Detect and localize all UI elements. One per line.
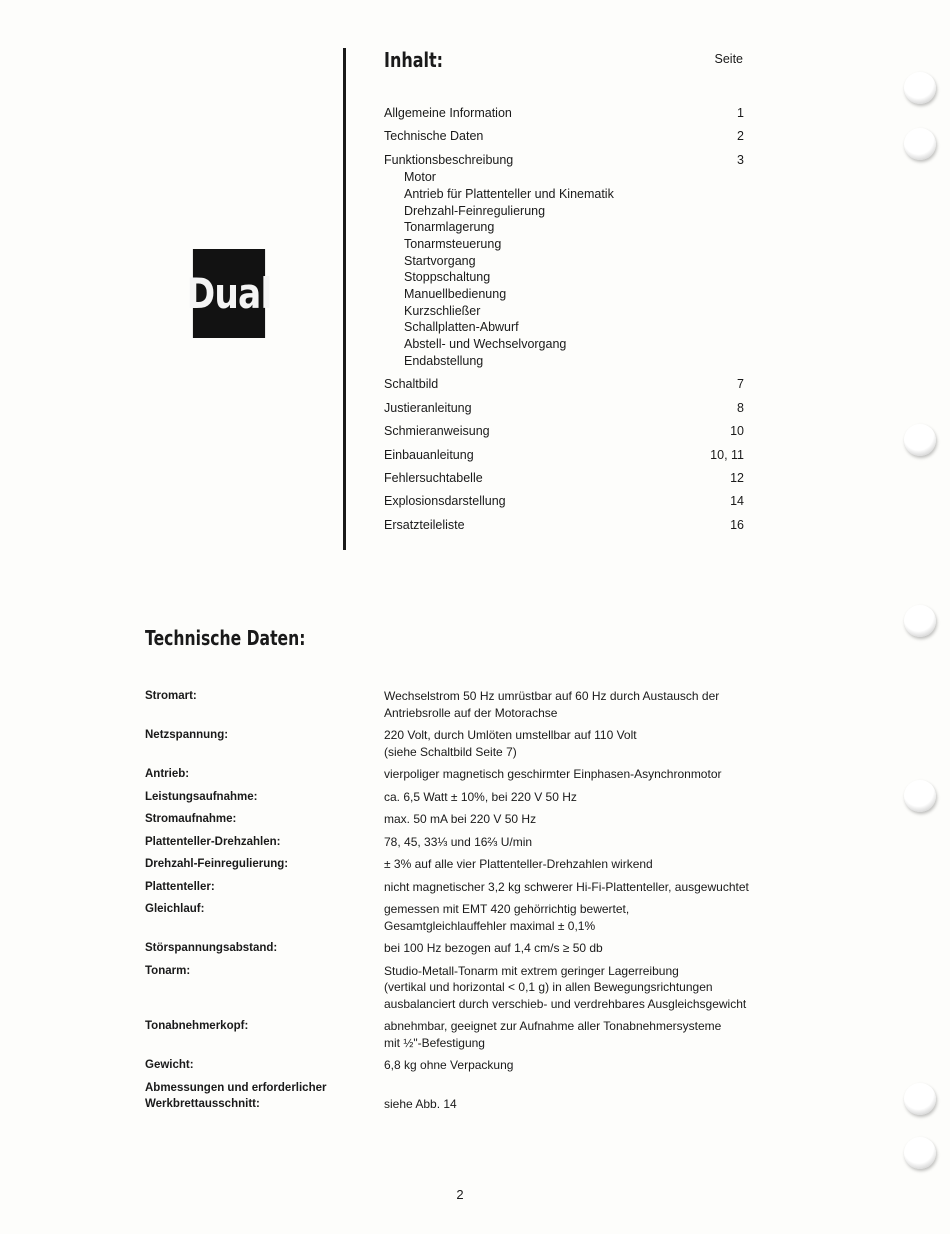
toc-page-header: Seite	[714, 52, 743, 66]
spec-label	[145, 879, 384, 896]
binder-hole	[904, 1137, 936, 1169]
toc-sub-entry: Tonarmlagerung	[404, 220, 495, 235]
toc-sub-entry: Kurzschließer	[404, 303, 481, 318]
spec-label	[145, 963, 384, 1013]
spec-value-line: ausbalanciert durch verschieb- und verdrehbares Ausgleichsgewicht	[384, 996, 747, 1011]
spec-value-line: mit ½"-Befestigung	[384, 1035, 485, 1050]
spec-value	[384, 856, 785, 873]
toc-sub-entry: Abstell- und Wechselvorgang	[404, 337, 567, 352]
table-of-contents	[384, 104, 744, 539]
toc-sub-entry: Antrieb für Plattenteller und Kinematik	[404, 186, 614, 201]
toc-entry-label: Technische Daten	[384, 129, 484, 144]
toc-entry	[384, 516, 744, 539]
spec-value-line: nicht magnetischer 3,2 kg schwerer Hi-Fi-Plattenteller, ausgewuchtet	[384, 879, 749, 894]
spec-label	[145, 1057, 384, 1074]
toc-entry-page: 16	[730, 517, 744, 532]
spec-value	[384, 1018, 785, 1051]
spec-label	[145, 688, 384, 721]
toc-sub-entry: Tonarmsteuerung	[404, 236, 502, 251]
spec-row	[145, 789, 785, 806]
spec-label-line: Netzspannung:	[145, 729, 229, 741]
spec-row	[145, 901, 785, 934]
spec-value-line: 6,8 kg ohne Verpackung	[384, 1058, 514, 1072]
spec-label	[145, 856, 384, 873]
binder-hole	[904, 424, 936, 456]
spec-value	[384, 811, 785, 828]
spec-row	[145, 766, 785, 783]
spec-label-line: Stromaufnahme:	[145, 813, 237, 825]
spec-value-line: ± 3% auf alle vier Plattenteller-Drehzahlen wirkend	[384, 857, 653, 871]
toc-entry	[384, 375, 744, 398]
binder-hole	[904, 128, 936, 160]
spec-label	[145, 789, 384, 806]
toc-sub-entry: Drehzahl-Feinregulierung	[404, 203, 546, 218]
binder-hole	[904, 72, 936, 104]
spec-value	[384, 963, 785, 1013]
spec-label	[145, 901, 384, 934]
spec-row	[145, 834, 785, 851]
spec-label-line: Drehzahl-Feinregulierung:	[145, 858, 289, 870]
spec-label-line: Antrieb:	[145, 768, 190, 780]
toc-entry-label: Funktionsbeschreibung	[384, 152, 514, 167]
spec-value-line: Wechselstrom 50 Hz umrüstbar auf 60 Hz durch Austausch der	[384, 689, 720, 703]
toc-sub-entry: Startvorgang	[404, 253, 476, 268]
toc-entry	[384, 127, 744, 150]
toc-entry	[384, 492, 744, 515]
spec-value-line: 78, 45, 33⅓ und 16⅔ U/min	[384, 834, 533, 849]
spec-value-line: (vertikal und horizontal < 0,1 g) in allen Bewegungsrichtungen	[384, 980, 713, 994]
spec-label	[145, 811, 384, 828]
spec-row	[145, 940, 785, 957]
spec-row	[145, 856, 785, 873]
spec-row	[145, 811, 785, 828]
spec-label-line: Tonabnehmerkopf:	[145, 1020, 249, 1032]
toc-entry-page: 12	[730, 470, 744, 485]
toc-sub-list	[404, 169, 744, 369]
vertical-divider	[343, 48, 346, 550]
spec-label-line: Tonarm:	[145, 964, 191, 977]
toc-entry	[384, 422, 744, 445]
spec-label-line: Werkbrettausschnitt:	[145, 1097, 260, 1110]
spec-label	[145, 1018, 384, 1051]
toc-entry-page: 1	[737, 106, 744, 120]
spec-value	[384, 879, 785, 896]
toc-entry	[384, 104, 744, 127]
spec-row	[145, 1018, 785, 1051]
toc-entry-label: Explosionsdarstellung	[384, 494, 506, 509]
spec-value-line: Studio-Metall-Tonarm mit extrem geringer Lagerreibung	[384, 963, 679, 978]
toc-sub-entry: Manuellbedienung	[404, 286, 507, 301]
spec-value	[384, 766, 785, 783]
spec-label	[145, 727, 384, 760]
spec-value-line: Gesamtgleichlauffehler maximal ± 0,1%	[384, 918, 596, 933]
spec-label-line: Stromart:	[145, 690, 197, 702]
spec-value-line: siehe Abb. 14	[384, 1097, 457, 1111]
spec-value	[384, 789, 785, 806]
spec-value-line: max. 50 mA bei 220 V 50 Hz	[384, 812, 537, 826]
toc-sub-entry: Motor	[404, 170, 436, 185]
toc-entry-page: 10, 11	[710, 447, 744, 462]
toc-entry-page: 2	[737, 129, 744, 144]
spec-value	[384, 1057, 785, 1074]
toc-entry	[384, 446, 744, 469]
spec-label-line: Gleichlauf:	[145, 903, 205, 915]
spec-row	[145, 963, 785, 1013]
spec-value-line	[384, 1080, 785, 1097]
spec-value-line: abnehmbar, geeignet zur Aufnahme aller Tonabnehmersysteme	[384, 1019, 722, 1033]
toc-entry-label: Ersatzteileliste	[384, 517, 465, 532]
spec-row	[145, 1080, 785, 1113]
spec-value-line: bei 100 Hz bezogen auf 1,4 cm/s ≥ 50 db	[384, 941, 603, 955]
dual-logo: Dual	[193, 249, 265, 338]
spec-label	[145, 834, 384, 851]
spec-row	[145, 688, 785, 721]
toc-sub-entry: Stoppschaltung	[404, 270, 491, 285]
toc-title: Inhalt:	[384, 48, 444, 72]
spec-value	[384, 901, 785, 934]
spec-value-line: ca. 6,5 Watt ± 10%, bei 220 V 50 Hz	[384, 789, 577, 804]
spec-value	[384, 727, 785, 760]
spec-value	[384, 688, 785, 721]
toc-entry	[384, 399, 744, 422]
spec-label	[145, 1080, 384, 1113]
toc-entry-page: 3	[737, 152, 744, 167]
spec-value-line: (siehe Schaltbild Seite 7)	[384, 744, 517, 759]
toc-entry-page: 14	[730, 494, 744, 509]
spec-value-line: gemessen mit EMT 420 gehörrichtig bewertet,	[384, 902, 630, 916]
page-number: 2	[456, 1187, 464, 1202]
toc-entry-label: Fehlersuchtabelle	[384, 470, 483, 485]
spec-label	[145, 766, 384, 783]
binder-hole	[904, 605, 936, 637]
toc-entry-page: 10	[730, 424, 744, 439]
spec-label-line: Leistungsaufnahme:	[145, 790, 258, 803]
toc-sub-entry: Endabstellung	[404, 353, 484, 368]
toc-entry-label: Justieranleitung	[384, 400, 472, 415]
spec-label-line: Störspannungsabstand:	[145, 942, 278, 954]
spec-label-line: Abmessungen und erforderlicher	[145, 1081, 327, 1094]
spec-label	[145, 940, 384, 957]
spec-value	[384, 1080, 785, 1113]
toc-entry-label: Allgemeine Information	[384, 106, 512, 120]
toc-entry	[384, 469, 744, 492]
spec-row	[145, 727, 785, 760]
spec-label-line: Plattenteller:	[145, 880, 215, 893]
binder-hole	[904, 780, 936, 812]
technical-data-heading: Technische Daten:	[145, 626, 306, 650]
spec-value	[384, 834, 785, 851]
spec-row	[145, 879, 785, 896]
binder-hole	[904, 1083, 936, 1115]
spec-value-line: 220 Volt, durch Umlöten umstellbar auf 110 Volt	[384, 728, 637, 742]
toc-entry-page: 8	[737, 400, 744, 415]
toc-entry-page: 7	[737, 377, 744, 392]
toc-entry-label: Schmieranweisung	[384, 424, 490, 439]
toc-entry-label: Schaltbild	[384, 377, 439, 392]
toc-entry-label: Einbauanleitung	[384, 447, 474, 462]
spec-row	[145, 1057, 785, 1074]
toc-sub-entry: Schallplatten-Abwurf	[404, 320, 519, 335]
spec-value	[384, 940, 785, 957]
spec-table	[145, 688, 785, 1119]
spec-label-line: Gewicht:	[145, 1059, 194, 1071]
spec-value-line: Antriebsrolle auf der Motorachse	[384, 705, 558, 720]
spec-value-line: vierpoliger magnetisch geschirmter Einphasen-Asynchronmotor	[384, 767, 722, 781]
spec-label-line: Plattenteller-Drehzahlen:	[145, 835, 281, 848]
